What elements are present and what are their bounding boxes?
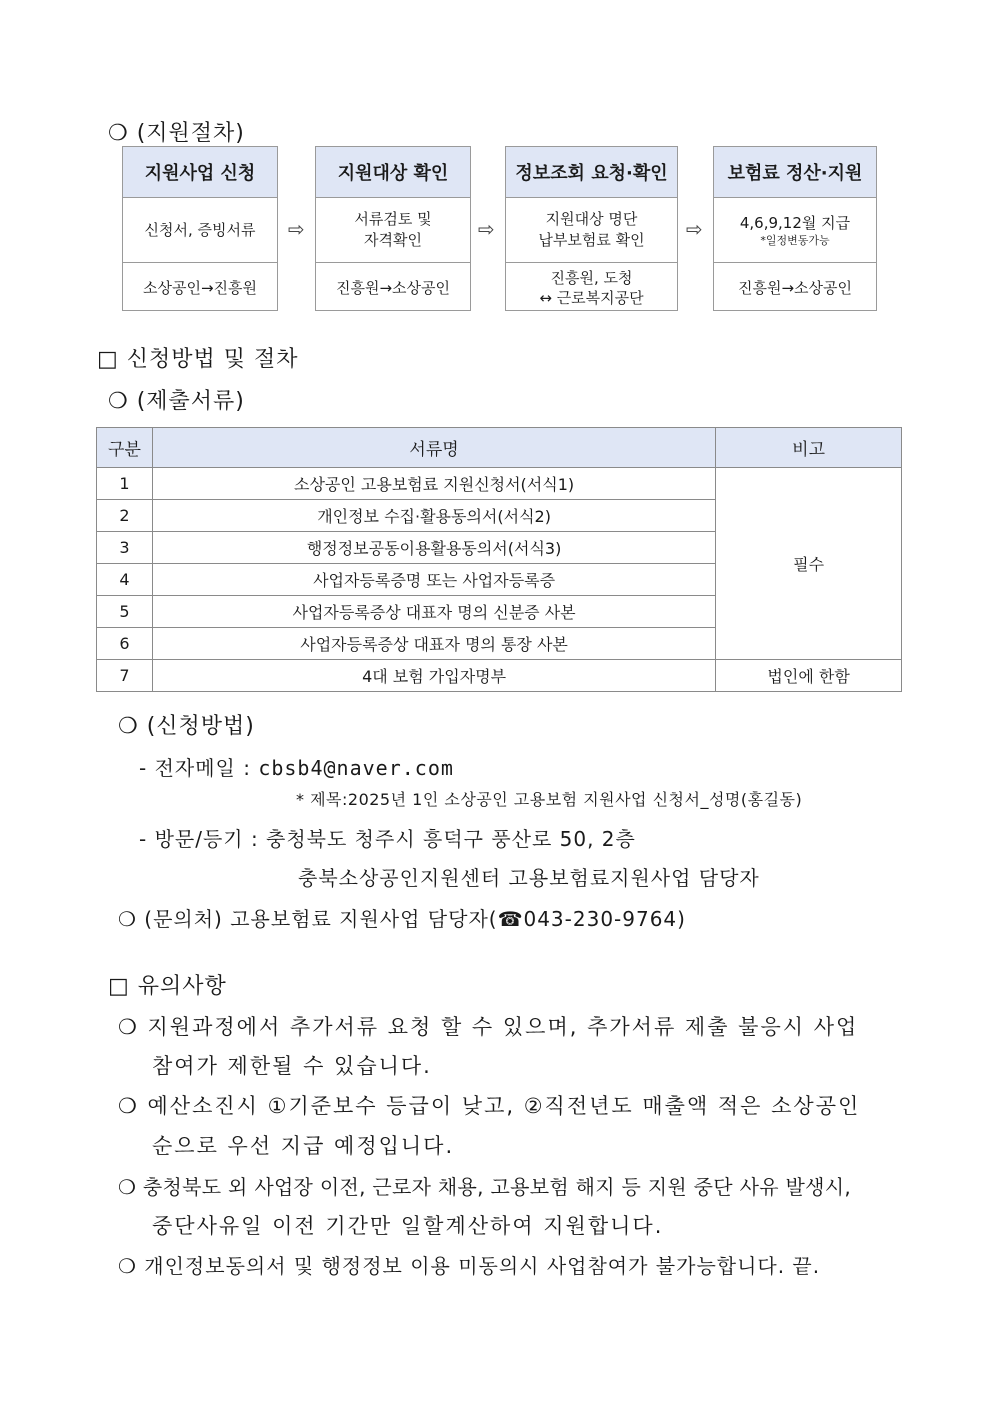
table-row: [97, 660, 902, 692]
bullet-icon: ❍: [118, 1094, 139, 1118]
table-header-row: [97, 428, 902, 468]
procedure-heading: ❍ (지원절차): [108, 121, 245, 146]
docs-heading: ❍ (제출서류): [108, 389, 245, 414]
row-name: 4대 보험 가입자명부: [152, 660, 715, 692]
visit-department: 충북소상공인지원센터 고용보험료지원사업 담당자: [298, 866, 760, 890]
email-subject-note: * 제목:2025년 1인 소상공인 고용보험 지원사업 신청서_성명(홍길동): [296, 790, 803, 809]
visit-label: - 방문/등기 :: [139, 827, 267, 851]
visit-address: 충청북도 청주시 흥덕구 풍산로 50, 2층: [266, 827, 636, 851]
row-name: 사업자등록증상 대표자 명의 신분증 사본: [152, 596, 715, 628]
step-detail: 서류검토 및 자격확인: [316, 198, 470, 263]
step-detail: 4,6,9,12월 지급 *일정변동가능: [714, 198, 876, 263]
step-title: 정보조회 요청·확인: [506, 147, 677, 198]
note-line: 지원과정에서 추가서류 요청 할 수 있으며, 추가서류 제출 불응시 사업: [147, 1015, 859, 1039]
step-detail: 신청서, 증빙서류: [123, 198, 277, 263]
row-note-required: 필수: [716, 468, 902, 660]
table-row: [97, 468, 902, 500]
row-name: 소상공인 고용보험료 지원신청서(서식1): [152, 468, 715, 500]
step-title: 지원사업 신청: [123, 147, 277, 198]
procedure-step-1: [122, 146, 278, 311]
note-item-3-cont: 중단사유일 이전 기간만 일할계산하여 지원합니다.: [152, 1214, 664, 1238]
row-name: 개인정보 수집·활용동의서(서식2): [152, 500, 715, 532]
note-item-4: [118, 1250, 820, 1279]
step-flow: 소상공인→진흥원: [143, 278, 257, 297]
note-line: 충청북도 외 사업장 이전, 근로자 채용, 고용보험 해지 등 지원 중단 사유 발생시,: [142, 1175, 851, 1199]
step-flow: 진흥원→소상공인: [738, 278, 852, 297]
email-line: [139, 752, 454, 781]
procedure-step-4: [713, 146, 877, 311]
header-name: 서류명: [152, 428, 715, 468]
bullet-icon: ❍: [118, 1254, 137, 1278]
step-title: 보험료 정산·지원: [714, 147, 876, 198]
row-no: 3: [97, 532, 153, 564]
note-line: 예산소진시 ①기준보수 등급이 낮고, ②직전년도 매출액 적은 소상공인: [147, 1094, 861, 1118]
note-item-2: [118, 1090, 860, 1120]
step-detail: 지원대상 명단 납부보험료 확인: [506, 198, 677, 263]
note-item-1: [118, 1011, 858, 1041]
header-note: 비고: [716, 428, 902, 468]
row-name: 행정정보공동이용활용동의서(서식3): [152, 532, 715, 564]
arrow-right-icon: ⇨: [686, 217, 703, 241]
header-no: 구분: [97, 428, 153, 468]
visit-line: [139, 823, 636, 852]
arrow-right-icon: ⇨: [288, 217, 305, 241]
method-section-heading: □ 신청방법 및 절차: [97, 347, 299, 372]
note-line: 개인정보동의서 및 행정정보 이용 미동의시 사업참여가 불가능합니다. 끝.: [144, 1254, 821, 1278]
email-label: - 전자메일 :: [139, 756, 259, 780]
procedure-step-3: [505, 146, 678, 311]
email-address[interactable]: cbsb4@naver.com: [258, 756, 454, 780]
row-name: 사업자등록증명 또는 사업자등록증: [152, 564, 715, 596]
bullet-icon: ❍: [118, 1015, 139, 1039]
note-item-1-cont: 참여가 제한될 수 있습니다.: [152, 1054, 432, 1078]
documents-table: [96, 427, 902, 692]
step-flow: 진흥원→소상공인: [336, 278, 450, 297]
procedure-step-2: [315, 146, 471, 311]
row-no: 2: [97, 500, 153, 532]
contact-line: ❍ (문의처) 고용보험료 지원사업 담당자(☎043-230-9764): [118, 907, 686, 931]
step-title: 지원대상 확인: [316, 147, 470, 198]
row-no: 5: [97, 596, 153, 628]
schedule-note: *일정변동가능: [760, 233, 830, 247]
row-name: 사업자등록증상 대표자 명의 통장 사본: [152, 628, 715, 660]
note-item-3: [118, 1171, 851, 1200]
arrow-right-icon: ⇨: [478, 217, 495, 241]
row-note-corp: 법인에 한함: [716, 660, 902, 692]
row-no: 7: [97, 660, 153, 692]
bullet-icon: ❍: [118, 1175, 137, 1199]
apply-heading: ❍ (신청방법): [118, 714, 255, 739]
notes-heading: □ 유의사항: [108, 974, 227, 999]
note-item-2-cont: 순으로 우선 지급 예정입니다.: [152, 1134, 455, 1158]
step-flow: 진흥원, 도청 ↔ 근로복지공단: [539, 268, 644, 307]
row-no: 4: [97, 564, 153, 596]
row-no: 6: [97, 628, 153, 660]
row-no: 1: [97, 468, 153, 500]
